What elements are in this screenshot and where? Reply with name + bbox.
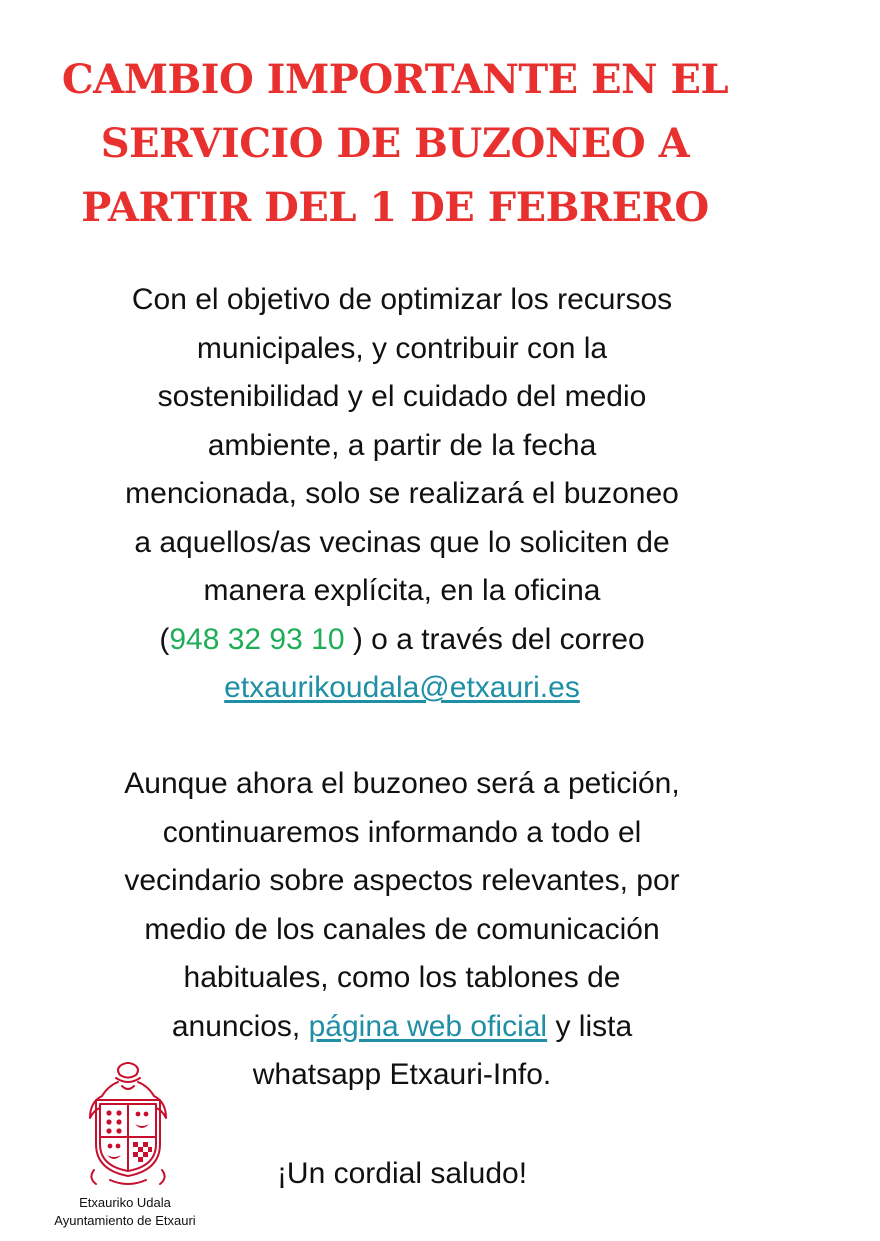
paragraph-line: whatsapp Etxauri-Info.	[252, 1058, 552, 1091]
title-line: CAMBIO IMPORTANTE EN EL	[61, 56, 729, 103]
info-paragraph	[50, 760, 754, 1100]
paragraph-line	[50, 664, 754, 713]
open-parenthesis: (	[159, 622, 170, 656]
paragraph-line: continuaremos informando a todo el	[162, 815, 642, 849]
greeting: ¡Un cordial saludo!	[276, 1157, 528, 1190]
paragraph-line: ambiente, a partir de la fecha	[207, 428, 597, 462]
paragraph-line: mencionada, solo se realizará el buzoneo	[125, 477, 679, 510]
paragraph-text: ) o a través del correo	[344, 622, 645, 656]
paragraph-line: sostenibilidad y el cuidado del medio	[157, 380, 647, 413]
paragraph-text: y lista	[547, 1009, 633, 1043]
page-title	[40, 48, 750, 240]
paragraph-line	[50, 1003, 754, 1052]
paragraph-line: a aquellos/as vecinas que lo soliciten de	[134, 525, 670, 559]
paragraph-text: anuncios,	[171, 1009, 309, 1043]
seal-caption-line: Etxauriko Udala	[79, 1195, 171, 1210]
paragraph-line: Con el objetivo de optimizar los recursos	[131, 283, 673, 316]
seal-caption-line: Ayuntamiento de Etxauri	[54, 1213, 196, 1228]
paragraph-line: medio de los canales de comunicación	[144, 912, 660, 946]
paragraph-line: manera explícita, en la oficina	[203, 574, 601, 607]
seal-caption	[20, 1194, 230, 1230]
paragraph-line: vecindario sobre aspectos relevantes, por	[124, 864, 680, 897]
paragraph-line: habituales, como los tablones de	[183, 961, 621, 994]
phone-number: 948 32 93 10	[169, 622, 345, 656]
coat-of-arms-icon	[80, 1058, 175, 1193]
title-line: PARTIR DEL 1 DE FEBRERO	[81, 184, 709, 231]
official-website-link[interactable]: página web oficial	[308, 1009, 548, 1043]
info-paragraph	[50, 276, 754, 713]
paragraph-line: Aunque ahora el buzoneo será a petición,	[124, 767, 680, 800]
title-line: SERVICIO DE BUZONEO A	[100, 120, 690, 167]
email-link[interactable]: etxaurikoudala@etxauri.es	[224, 671, 580, 704]
paragraph-line	[50, 616, 754, 665]
paragraph-line: municipales, y contribuir con la	[196, 331, 608, 365]
